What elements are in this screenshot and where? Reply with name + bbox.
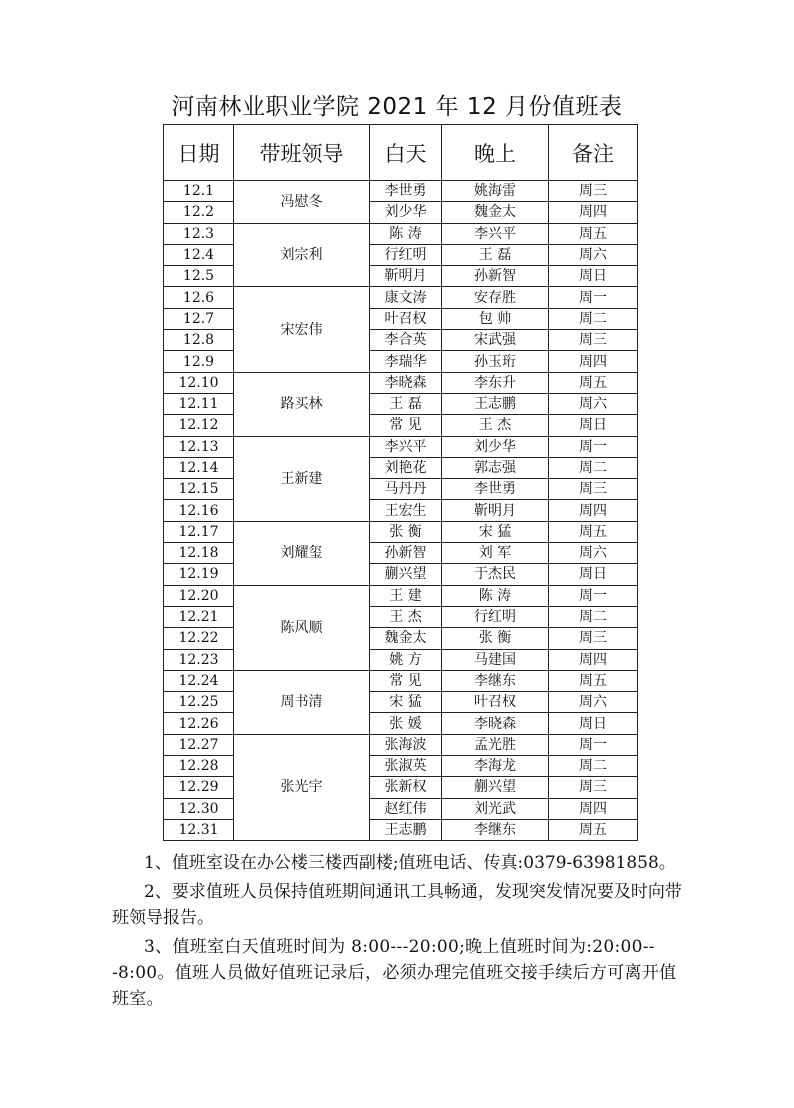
table-row	[164, 223, 638, 244]
cell-note: 周三	[549, 330, 638, 351]
cell-day: 靳明月	[370, 266, 442, 287]
cell-date: 12.12	[164, 415, 234, 436]
cell-date: 12.19	[164, 564, 234, 585]
page-title: 河南林业职业学院 2021 年 12 月份值班表	[171, 94, 623, 120]
cell-note: 周一	[549, 734, 638, 755]
cell-night: 孙玉珩	[442, 351, 549, 372]
cell-day: 王 建	[370, 585, 442, 606]
cell-date: 12.6	[164, 287, 234, 308]
cell-night: 蒯兴望	[442, 777, 549, 798]
cell-night: 李继东	[442, 819, 549, 840]
table-row	[164, 521, 638, 542]
note-item: 1、值班室设在办公楼三楼西副楼;值班电话、传真:0379-63981858。	[144, 853, 676, 873]
cell-note: 周五	[549, 372, 638, 393]
cell-date: 12.17	[164, 521, 234, 542]
table-row	[164, 670, 638, 691]
cell-night: 孟光胜	[442, 734, 549, 755]
cell-date: 12.11	[164, 393, 234, 414]
cell-date: 12.30	[164, 798, 234, 819]
cell-leader: 宋宏伟	[234, 287, 370, 372]
cell-date: 12.1	[164, 181, 234, 202]
cell-note: 周一	[549, 436, 638, 457]
cell-night: 刘少华	[442, 436, 549, 457]
cell-date: 12.2	[164, 202, 234, 223]
cell-day: 李合英	[370, 330, 442, 351]
cell-day: 张淑英	[370, 756, 442, 777]
cell-note: 周五	[549, 819, 638, 840]
cell-night: 郭志强	[442, 457, 549, 478]
cell-day: 常 见	[370, 415, 442, 436]
cell-day: 康文涛	[370, 287, 442, 308]
cell-day: 王志鹏	[370, 819, 442, 840]
cell-note: 周二	[549, 308, 638, 329]
cell-date: 12.13	[164, 436, 234, 457]
cell-day: 常 见	[370, 670, 442, 691]
cell-note: 周二	[549, 457, 638, 478]
cell-note: 周五	[549, 223, 638, 244]
cell-day: 蒯兴望	[370, 564, 442, 585]
cell-night: 行红明	[442, 606, 549, 627]
cell-date: 12.29	[164, 777, 234, 798]
cell-note: 周四	[549, 351, 638, 372]
cell-day: 李晓森	[370, 372, 442, 393]
table-row	[164, 585, 638, 606]
cell-leader: 冯慰冬	[234, 181, 370, 224]
cell-night: 李继东	[442, 670, 549, 691]
cell-note: 周三	[549, 181, 638, 202]
cell-night: 刘 军	[442, 543, 549, 564]
cell-date: 12.14	[164, 457, 234, 478]
cell-day: 行红明	[370, 244, 442, 265]
cell-night: 李兴平	[442, 223, 549, 244]
cell-date: 12.5	[164, 266, 234, 287]
cell-leader: 张光宇	[234, 734, 370, 840]
cell-leader: 路买林	[234, 372, 370, 436]
cell-note: 周六	[549, 393, 638, 414]
cell-note: 周四	[549, 500, 638, 521]
cell-date: 12.9	[164, 351, 234, 372]
cell-night: 马建国	[442, 649, 549, 670]
cell-note: 周六	[549, 244, 638, 265]
cell-day: 张 媛	[370, 713, 442, 734]
cell-date: 12.16	[164, 500, 234, 521]
cell-night: 王志鹏	[442, 393, 549, 414]
cell-date: 12.20	[164, 585, 234, 606]
cell-date: 12.31	[164, 819, 234, 840]
table-header-row	[164, 125, 638, 181]
header-note: 备注	[549, 125, 638, 181]
cell-date: 12.8	[164, 330, 234, 351]
cell-night: 宋武强	[442, 330, 549, 351]
cell-date: 12.24	[164, 670, 234, 691]
cell-note: 周三	[549, 628, 638, 649]
header-leader: 带班领导	[234, 125, 370, 181]
table-row	[164, 181, 638, 202]
note-item: 3、值班室白天值班时间为 8:00---20:00;晚上值班时间为:20:00---8:00。值班人员做好值班记录后，必须办理完值班交接手续后方可离开值班室。	[112, 937, 677, 1009]
table-row	[164, 734, 638, 755]
cell-day: 王 磊	[370, 393, 442, 414]
cell-day: 李世勇	[370, 181, 442, 202]
cell-night: 叶召权	[442, 692, 549, 713]
cell-note: 周五	[549, 521, 638, 542]
cell-date: 12.28	[164, 756, 234, 777]
cell-date: 12.22	[164, 628, 234, 649]
cell-day: 宋 猛	[370, 692, 442, 713]
cell-day: 孙新智	[370, 543, 442, 564]
cell-note: 周二	[549, 606, 638, 627]
cell-day: 张新权	[370, 777, 442, 798]
cell-night: 包 帅	[442, 308, 549, 329]
cell-leader: 陈风顺	[234, 585, 370, 670]
table-row	[164, 436, 638, 457]
cell-date: 12.26	[164, 713, 234, 734]
cell-day: 李瑞华	[370, 351, 442, 372]
cell-night: 王 磊	[442, 244, 549, 265]
cell-night: 张 衡	[442, 628, 549, 649]
cell-night: 刘光武	[442, 798, 549, 819]
cell-note: 周四	[549, 798, 638, 819]
cell-night: 靳明月	[442, 500, 549, 521]
cell-leader: 王新建	[234, 436, 370, 521]
cell-note: 周四	[549, 649, 638, 670]
cell-note: 周三	[549, 777, 638, 798]
cell-date: 12.15	[164, 479, 234, 500]
header-date: 日期	[164, 125, 234, 181]
cell-day: 刘少华	[370, 202, 442, 223]
cell-date: 12.10	[164, 372, 234, 393]
cell-note: 周五	[549, 670, 638, 691]
header-day: 白天	[370, 125, 442, 181]
cell-date: 12.21	[164, 606, 234, 627]
cell-night: 姚海雷	[442, 181, 549, 202]
cell-day: 刘艳花	[370, 457, 442, 478]
cell-night: 李东升	[442, 372, 549, 393]
cell-leader: 刘耀玺	[234, 521, 370, 585]
cell-day: 张海波	[370, 734, 442, 755]
cell-note: 周六	[549, 543, 638, 564]
notes-section	[112, 850, 692, 1015]
cell-note: 周日	[549, 266, 638, 287]
cell-day: 王 杰	[370, 606, 442, 627]
duty-table	[163, 124, 638, 841]
cell-leader: 周书清	[234, 670, 370, 734]
table-row	[164, 372, 638, 393]
cell-night: 于杰民	[442, 564, 549, 585]
cell-note: 周六	[549, 692, 638, 713]
cell-night: 魏金太	[442, 202, 549, 223]
cell-note: 周日	[549, 415, 638, 436]
cell-night: 李海龙	[442, 756, 549, 777]
cell-night: 宋 猛	[442, 521, 549, 542]
header-night: 晚上	[442, 125, 549, 181]
cell-date: 12.7	[164, 308, 234, 329]
cell-note: 周三	[549, 479, 638, 500]
cell-night: 王 杰	[442, 415, 549, 436]
cell-date: 12.3	[164, 223, 234, 244]
cell-day: 姚 方	[370, 649, 442, 670]
cell-note: 周一	[549, 287, 638, 308]
cell-night: 安存胜	[442, 287, 549, 308]
cell-night: 李晓森	[442, 713, 549, 734]
cell-date: 12.4	[164, 244, 234, 265]
table-body	[164, 181, 638, 841]
cell-day: 陈 涛	[370, 223, 442, 244]
cell-day: 马丹丹	[370, 479, 442, 500]
cell-night: 李世勇	[442, 479, 549, 500]
table-row	[164, 287, 638, 308]
cell-note: 周四	[549, 202, 638, 223]
cell-day: 叶召权	[370, 308, 442, 329]
cell-day: 赵红伟	[370, 798, 442, 819]
note-item: 2、要求值班人员保持值班期间通讯工具畅通，发现突发情况要及时向带班领导报告。	[112, 882, 682, 928]
cell-date: 12.27	[164, 734, 234, 755]
cell-note: 周二	[549, 756, 638, 777]
cell-note: 周日	[549, 564, 638, 585]
cell-date: 12.23	[164, 649, 234, 670]
cell-note: 周一	[549, 585, 638, 606]
cell-day: 王宏生	[370, 500, 442, 521]
cell-date: 12.25	[164, 692, 234, 713]
cell-leader: 刘宗利	[234, 223, 370, 287]
cell-day: 张 衡	[370, 521, 442, 542]
cell-night: 孙新智	[442, 266, 549, 287]
cell-day: 李兴平	[370, 436, 442, 457]
cell-date: 12.18	[164, 543, 234, 564]
cell-note: 周日	[549, 713, 638, 734]
cell-day: 魏金太	[370, 628, 442, 649]
cell-night: 陈 涛	[442, 585, 549, 606]
